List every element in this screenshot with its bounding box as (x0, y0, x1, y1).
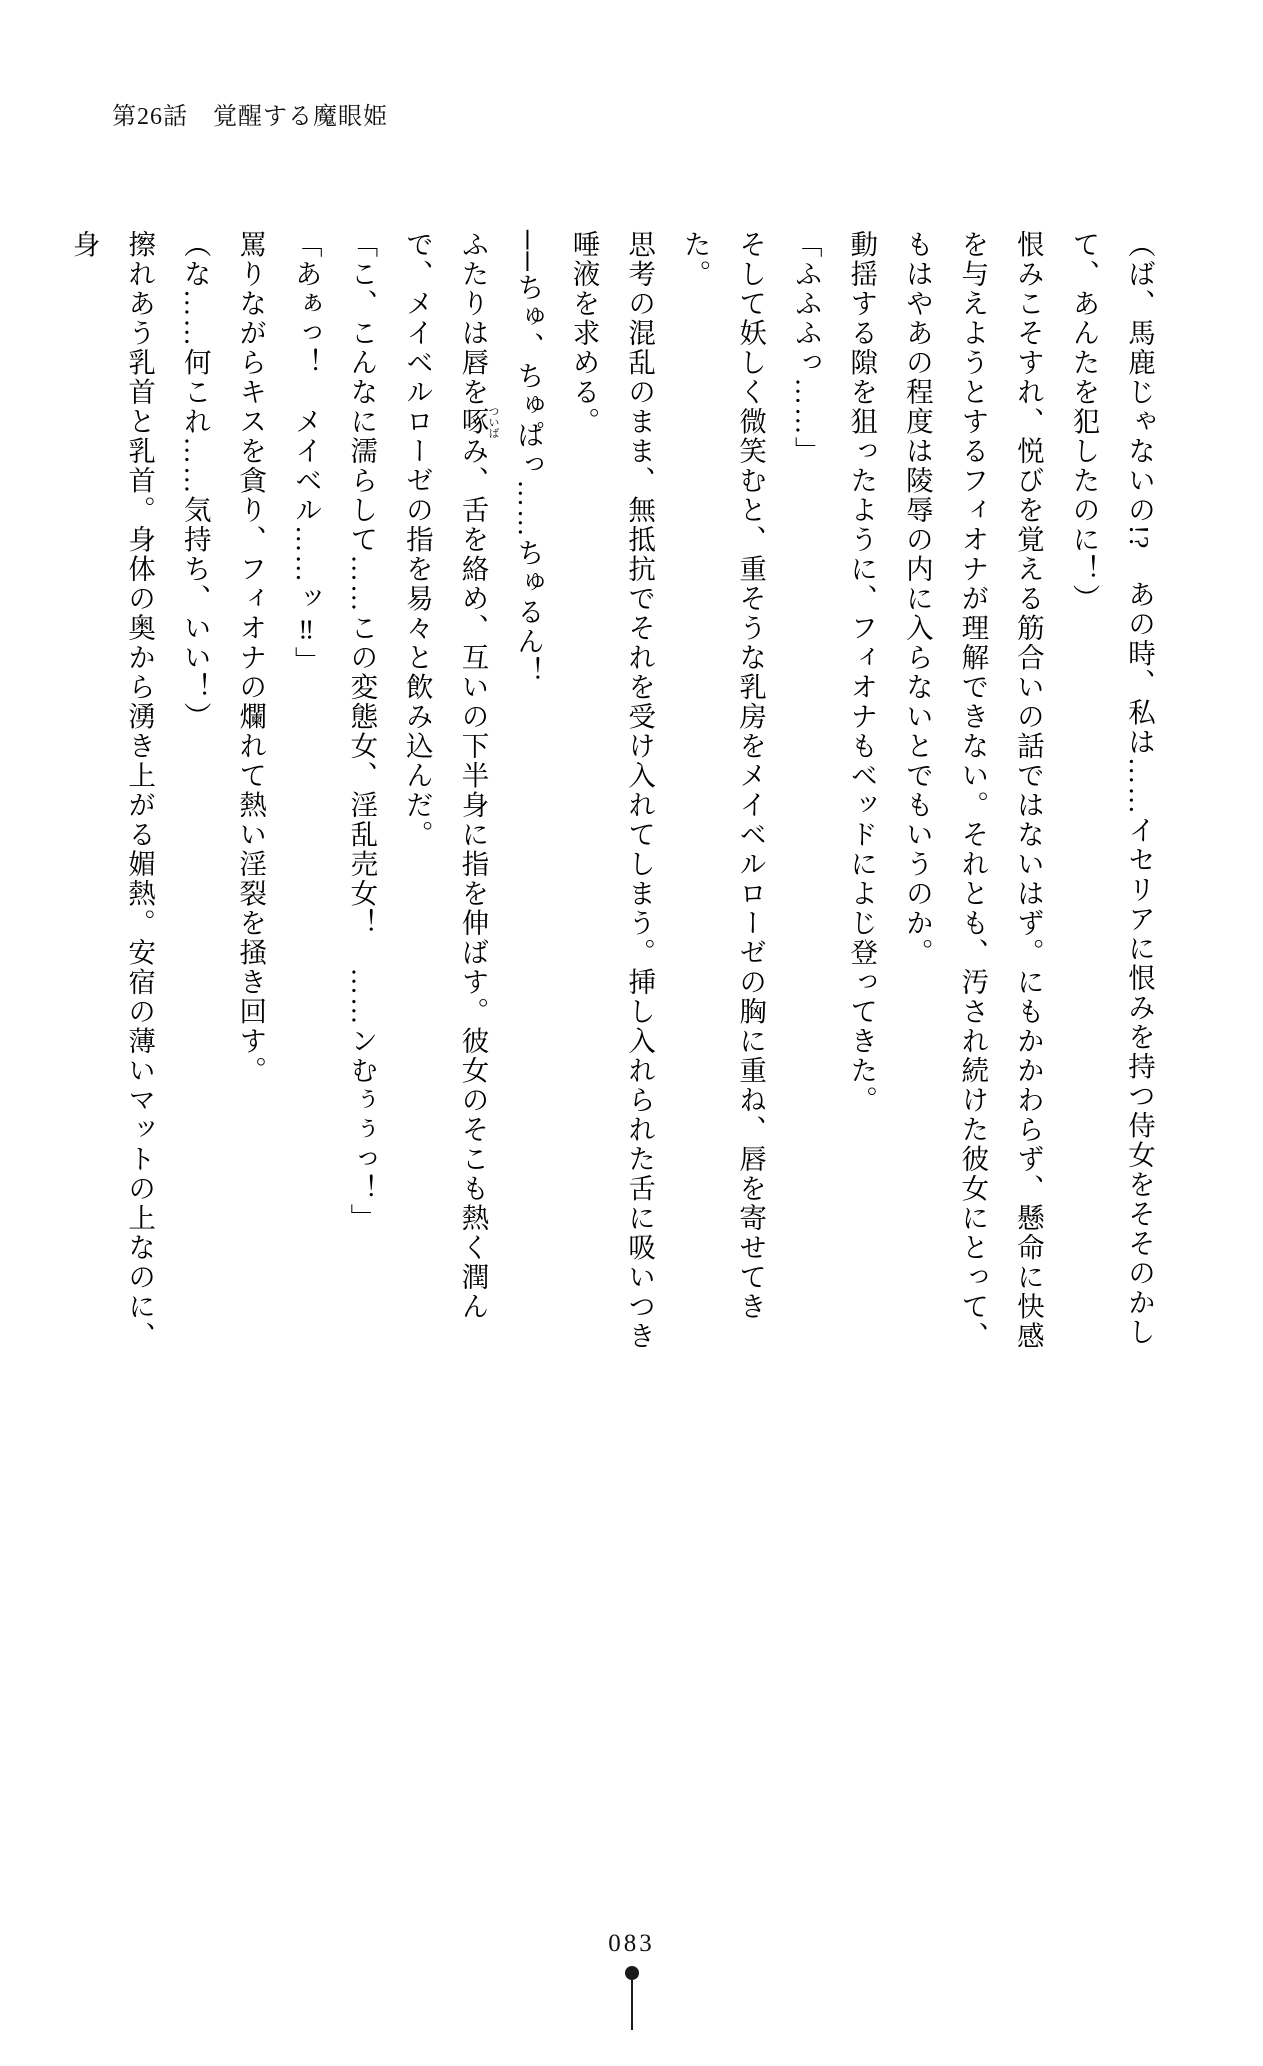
paragraph: ふたりは唇を啄ついばみ、舌を絡め、互いの下半身に指を伸ばす。彼女のそこも熱く潤んで、メイベルローゼの指を易々と飲み込んだ。 (401, 230, 499, 1322)
paragraph: ──ちゅ、ちゅぱっ……ちゅるん！ (512, 230, 544, 686)
chapter-header: 第26話 覚醒する魔眼姫 (112, 104, 388, 130)
paragraph: 動揺する隙を狙ったように、フィオナもベッドによじ登ってきた。 (846, 230, 878, 1115)
paragraph: 罵りながらキスを貪り、フィオナの爛れて熱い淫裂を掻き回す。 (235, 230, 267, 1086)
paragraph: 「こ、こんなに濡らして……この変態女、淫乱売女！ ……ンむぅぅっ！」 (346, 230, 378, 1233)
paragraph: 思考の混乱のまま、無抵抗でそれを受け入れてしまう。挿し入れられた舌に吸いつき唾液を求める。 (568, 230, 656, 1351)
body-text (68, 230, 1167, 1360)
ruby-annotation: 啄ついば (457, 405, 499, 439)
paragraph: 「あぁっ！ メイベル……ッ‼」 (290, 230, 322, 676)
paragraph: 「ふふふっ……」 (790, 230, 822, 466)
page-number: 083 (608, 1930, 655, 1957)
paragraph: 擦れあう乳首と乳首。身体の奥から湧き上がる媚熱。安宿の薄いマットの上なのに、身 (68, 230, 156, 1351)
paragraph: （ば、馬鹿じゃないの!? あの時、私は……イセリアに恨みを持つ侍女をそそのかして、あんたを犯したのに！） (1068, 230, 1155, 1347)
footer-stem-icon (631, 1980, 633, 2030)
paragraph: そして妖しく微笑むと、重そうな乳房をメイベルローゼの胸に重ね、唇を寄せてきた。 (679, 230, 767, 1322)
footer-ornament-icon (625, 1966, 639, 2030)
footer-dot-icon (625, 1966, 639, 1980)
paragraph: 恨みこそすれ、悦びを覚える筋合いの話ではないはず。にもかかわらず、懸命に快感を与えようとするフィオナが理解できない。それとも、汚され続けた彼女にとって、もはやあの程度は陵辱の内に入らないとでもいうのか。 (901, 230, 1044, 1351)
paragraph: （な……何これ……気持ち、いい！） (179, 230, 211, 732)
